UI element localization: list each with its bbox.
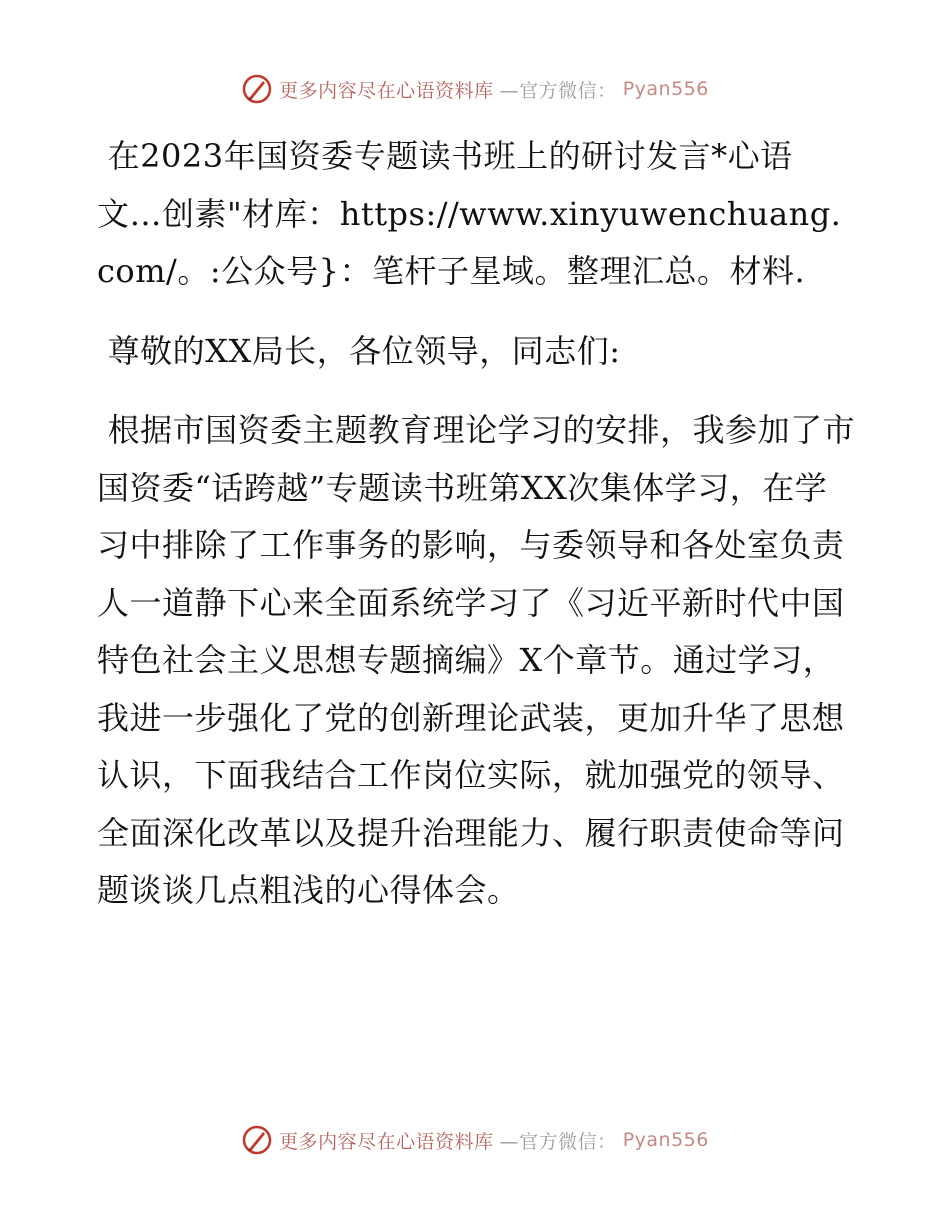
watermark-wechat-id: Pyan556 <box>622 1129 709 1151</box>
salutation: 尊敬的XX局长，各位领导，同志们: <box>97 331 621 370</box>
quill-pen-icon <box>241 1124 273 1156</box>
quill-pen-icon <box>241 73 273 105</box>
watermark-separator: —官方微信： <box>499 79 617 102</box>
body-paragraph: 根据市国资委主题教育理论学习的安排，我参加了市国资委“话跨越”专题读书班第XX次集体学习，在学习中排除了工作事务的影响，与委领导和各处室负责人一道静下心来全面系统学习了《习近平新时代中国特色社会主义思想专题摘编》X个章节。通过学习，我进一步强化了党的创新理论武装，更加升华了思想认识，下面我结合工作岗位实际，就加强党的领导、全面深化改革以及提升治理能力、履行职责使命等问题谈谈几点粗浅的心得体会。 <box>97 411 856 909</box>
watermark-main-text: 更多内容尽在心语资料库 <box>279 79 494 102</box>
watermark-separator: —官方微信： <box>499 1130 617 1153</box>
watermark-main-text: 更多内容尽在心语资料库 <box>279 1130 494 1153</box>
document-title-line: 在2023年国资委专题读书班上的研讨发言*心语文…创素"材库：https://www.xinyuwenchuang.com/。:公众号}：笔杆子星域。整理汇总。材料. <box>97 137 842 290</box>
footer-watermark <box>0 1124 950 1156</box>
header-watermark <box>0 73 950 105</box>
document-body <box>97 128 857 920</box>
watermark-wechat-id: Pyan556 <box>622 78 709 100</box>
